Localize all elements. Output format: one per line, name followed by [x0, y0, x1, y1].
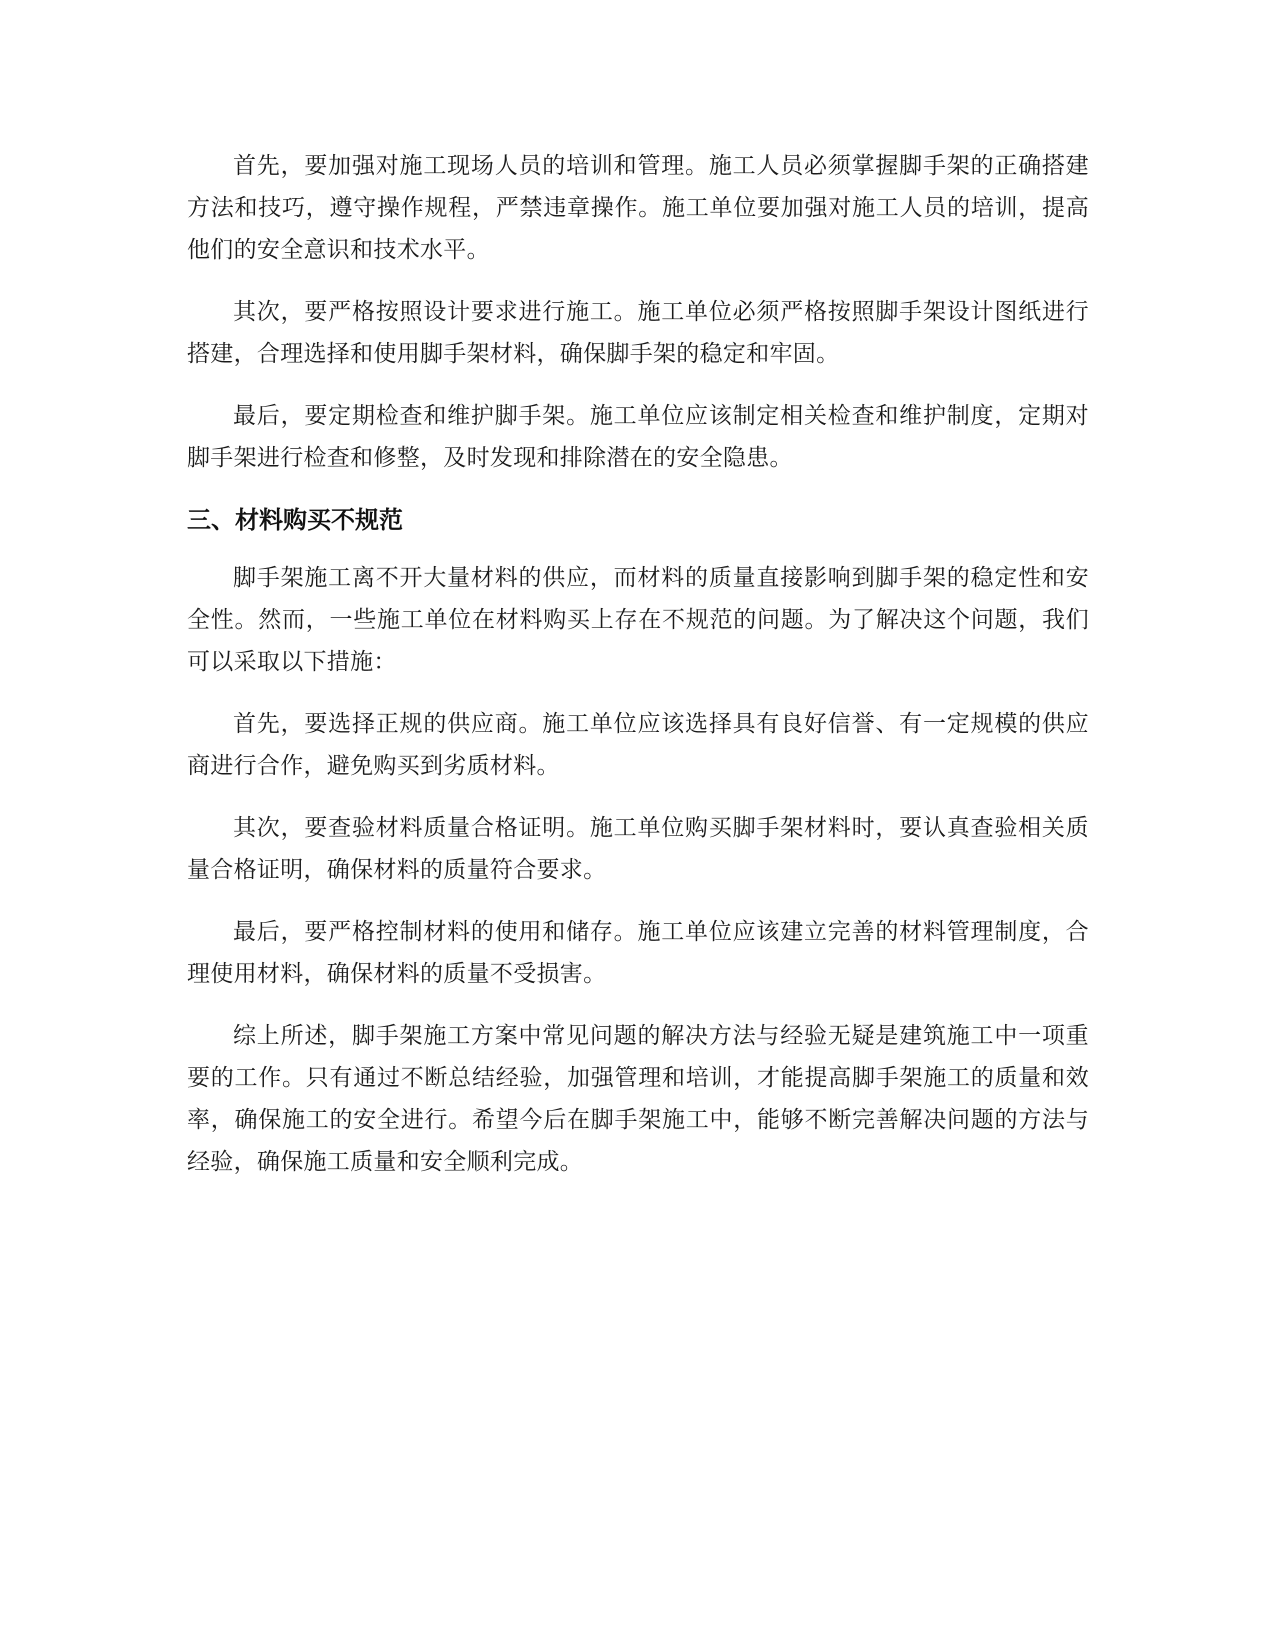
paragraph-training: 首先，要加强对施工现场人员的培训和管理。施工人员必须掌握脚手架的正确搭建方法和技巧，遵守操作规程，严禁违章操作。施工单位要加强对施工人员的培训，提高他们的安全意识和技术水平。 — [187, 153, 1089, 263]
section-heading-materials: 三、材料购买不规范 — [187, 506, 403, 534]
paragraph-certificates: 其次，要查验材料质量合格证明。施工单位购买脚手架材料时，要认真查验相关质量合格证明，确保材料的质量符合要求。 — [187, 815, 1089, 883]
paragraph-storage: 最后，要严格控制材料的使用和储存。施工单位应该建立完善的材料管理制度，合理使用材料，确保材料的质量不受损害。 — [187, 919, 1089, 987]
document-body — [187, 145, 1089, 1203]
paragraph-materials-intro: 脚手架施工离不开大量材料的供应，而材料的质量直接影响到脚手架的稳定性和安全性。然而，一些施工单位在材料购买上存在不规范的问题。为了解决这个问题，我们可以采取以下措施： — [187, 565, 1089, 675]
paragraph-conclusion: 综上所述，脚手架施工方案中常见问题的解决方法与经验无疑是建筑施工中一项重要的工作。只有通过不断总结经验，加强管理和培训，才能提高脚手架施工的质量和效率，确保施工的安全进行。希望今后在脚手架施工中，能够不断完善解决问题的方法与经验，确保施工质量和安全顺利完成。 — [187, 1023, 1089, 1175]
paragraph-suppliers: 首先，要选择正规的供应商。施工单位应该选择具有良好信誉、有一定规模的供应商进行合作，避免购买到劣质材料。 — [187, 711, 1089, 779]
paragraph-design-requirements: 其次，要严格按照设计要求进行施工。施工单位必须严格按照脚手架设计图纸进行搭建，合理选择和使用脚手架材料，确保脚手架的稳定和牢固。 — [187, 299, 1089, 367]
paragraph-inspection: 最后，要定期检查和维护脚手架。施工单位应该制定相关检查和维护制度，定期对脚手架进行检查和修整，及时发现和排除潜在的安全隐患。 — [187, 403, 1089, 471]
